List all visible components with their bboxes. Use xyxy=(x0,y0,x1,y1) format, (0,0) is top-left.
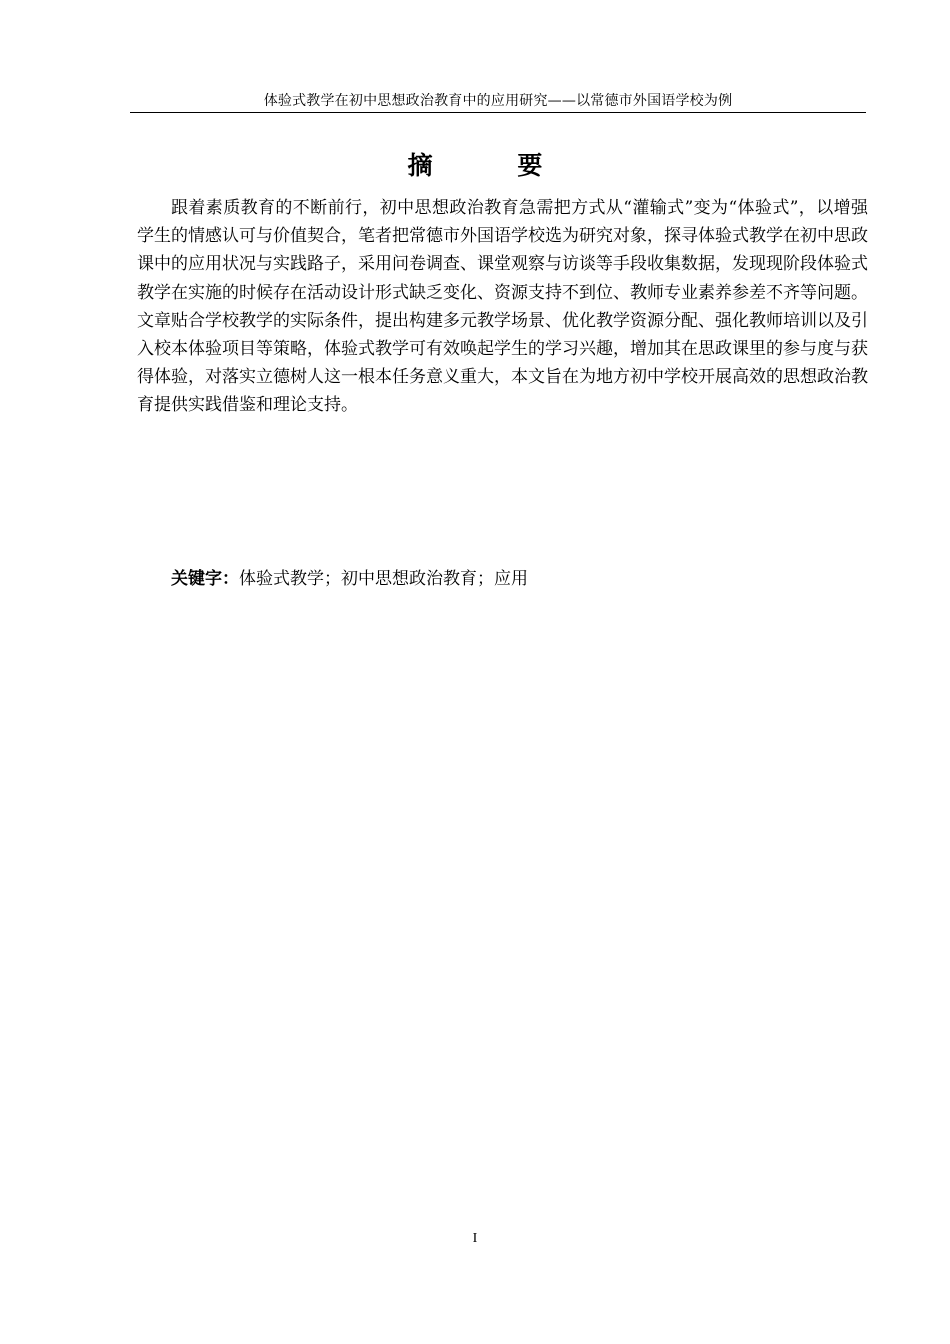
abstract-title: 摘 要 xyxy=(407,151,581,180)
keywords-value: 体验式教学；初中思想政治教育；应用 xyxy=(239,569,528,589)
page-number: I xyxy=(472,1231,478,1246)
keywords-label: 关键字： xyxy=(171,569,239,589)
running-header xyxy=(130,92,866,113)
running-header-title: 体验式教学在初中思想政治教育中的应用研究——以常德市外国语学校为例 xyxy=(263,93,733,109)
abstract-body: 跟着素质教育的不断前行，初中思想政治教育急需把方式从“灌输式”变为“体验式”，以增强学生的情感认可与价值契合，笔者把常德市外国语学校选为研究对象，探寻体验式教学在初中思政课中的应用状况与实践路子，采用问卷调查、课堂观察与访谈等手段收集数据，发现现阶段体验式教学在实施的时候存在活动设计形式缺乏变化、资源支持不到位、教师专业素养参差不齐等问题。文章贴合学校教学的实际条件，提出构建多元教学场景、优化教学资源分配、强化教师培训以及引入校本体验项目等策略，体验式教学可有效唤起学生的学习兴趣，增加其在思政课里的参与度与获得体验，对落实立德树人这一根本任务意义重大，本文旨在为地方初中学校开展高效的思想政治教育提供实践借鉴和理论支持。 xyxy=(137,198,868,416)
keywords-line xyxy=(171,565,868,593)
